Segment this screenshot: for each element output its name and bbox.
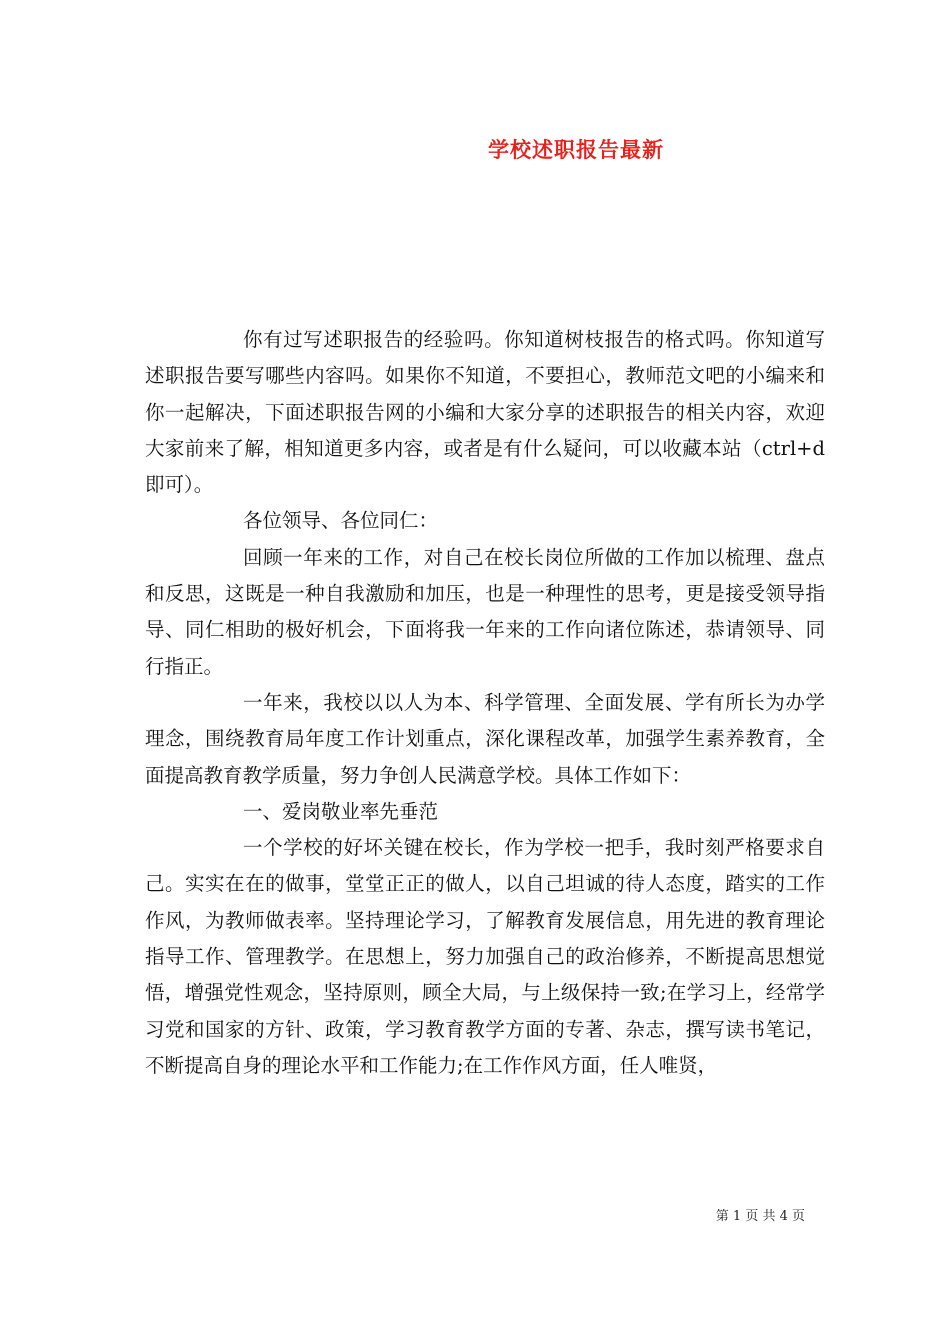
document-title: 学校述职报告最新 <box>488 137 664 162</box>
section-paragraph: 一个学校的好坏关键在校长，作为学校一把手，我时刻严格要求自己。实实在在的做事，堂堂正正的做人，以自己坦诚的待人态度，踏实的工作作风，为教师做表率。坚持理论学习，了解教育发展信息，用先进的教育理论指导工作、管理教学。在思想上，努力加强自己的政治修养，不断提高思想觉悟，增强党性观念，坚持原则，顾全大局，与上级保持一致;在学习上，经常学习党和国家的方针、政策，学习教育教学方面的专著、杂志，撰写读书笔记，不断提高自身的理论水平和工作能力;在工作作风方面，任人唯贤， <box>145 836 825 1077</box>
document-body <box>145 322 825 1084</box>
review-paragraph: 回顾一年来的工作，对自己在校长岗位所做的工作加以梳理、盘点和反思，这既是一种自我激励和加压，也是一种理性的思考，更是接受领导指导、同仁相助的极好机会，下面将我一年来的工作向诸位陈述，恭请领导、同行指正。 <box>145 545 825 678</box>
intro-paragraph: 你有过写述职报告的经验吗。你知道树枝报告的格式吗。你知道写述职报告要写哪些内容吗。如果你不知道，不要担心，教师范文吧的小编来和你一起解决，下面述职报告网的小编和大家分享的述职报告的相关内容，欢迎大家前来了解，相知道更多内容，或者是有什么疑问，可以收藏本站（ctrl+d 即可）。 <box>145 328 825 497</box>
section-heading: 一、爱岗敬业率先垂范 <box>243 799 439 823</box>
salutation: 各位领导、各位同仁： <box>243 509 439 533</box>
page-number: 第 1 页 共 4 页 <box>715 1209 805 1224</box>
summary-paragraph: 一年来，我校以以人为本、科学管理、全面发展、学有所长为办学理念，围绕教育局年度工作计划重点，深化课程改革，加强学生素养教育，全面提高教育教学质量，努力争创人民满意学校。具体工作如下： <box>145 690 825 787</box>
